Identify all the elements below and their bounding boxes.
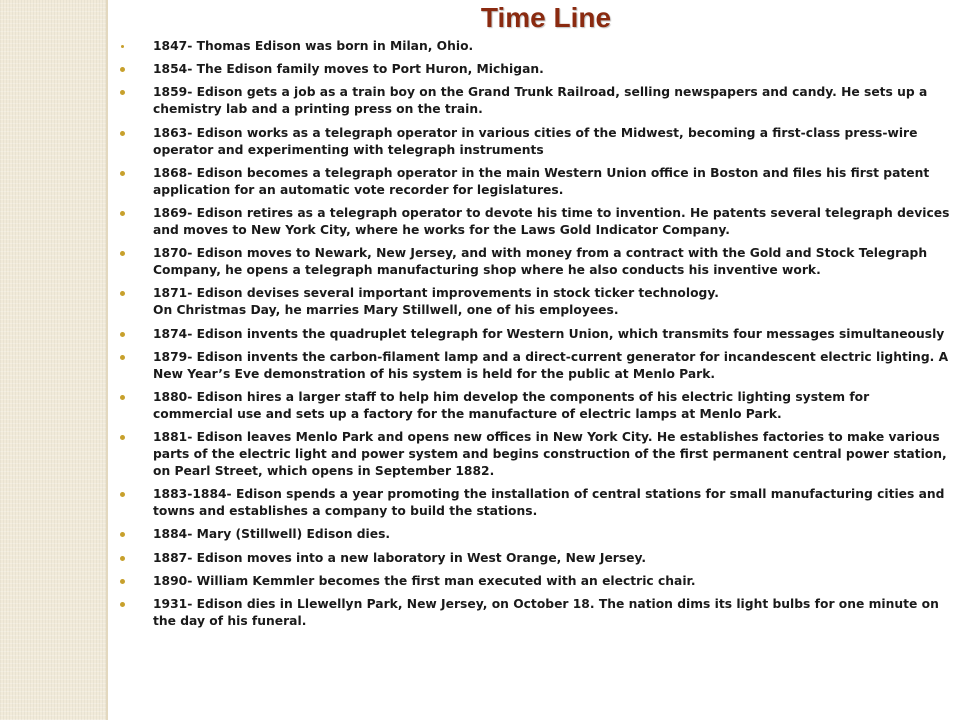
bullet-icon	[120, 395, 125, 400]
timeline-entry-1880	[120, 389, 950, 423]
bullet-icon	[120, 602, 125, 607]
timeline-entry-1868	[120, 165, 950, 199]
timeline-entry-1870	[120, 245, 950, 279]
bullet-icon	[120, 67, 125, 72]
bullet-icon	[120, 291, 125, 296]
bullet-icon	[120, 171, 125, 176]
entry-text: 1890- William Kemmler becomes the first man executed with an electric chair.	[153, 573, 696, 588]
entry-text: 1859- Edison gets a job as a train boy on the Grand Trunk Railroad, selling newspapers and candy. He sets up a chemistry lab and a printing press on the train.	[153, 85, 928, 117]
entry-text: 1881- Edison leaves Menlo Park and opens new offices in New York City. He establishes factories to make various parts of the electric light and power system and begins construction of the first permanent central power station, on Pearl Street, which opens in September 1882.	[153, 430, 947, 479]
slide-title: Time Line	[480, 2, 612, 33]
timeline-entry-1847	[120, 38, 950, 55]
entry-text: 1847- Thomas Edison was born in Milan, Ohio.	[153, 39, 474, 53]
timeline-entry-1869	[120, 205, 950, 239]
entry-text: 1868- Edison becomes a telegraph operator in the main Western Union office in Boston and files his first patent application for an automatic vote recorder for legislatures.	[153, 165, 930, 197]
bullet-icon	[120, 332, 125, 337]
decorative-side-band	[0, 0, 108, 720]
entry-text: 1870- Edison moves to Newark, New Jersey, and with money from a contract with the Gold and Stock Telegraph Company, he opens a telegraph manufacturing shop where he also conducts his inventive work.	[153, 246, 928, 278]
bullet-icon	[120, 131, 125, 136]
timeline-list	[120, 38, 950, 636]
bullet-icon	[120, 556, 125, 561]
entry-text: 1863- Edison works as a telegraph operator in various cities of the Midwest, becoming a first-class press-wire operator and experimenting with telegraph instruments	[153, 125, 918, 157]
timeline-entry-1854	[120, 61, 950, 78]
entry-text: 1883-1884- Edison spends a year promoting the installation of central stations for small manufacturing cities and towns and establishes a company to build the stations.	[153, 487, 945, 519]
timeline-entry-1859	[120, 84, 950, 118]
bullet-icon	[120, 90, 125, 95]
entry-text: 1931- Edison dies in Llewellyn Park, New Jersey, on October 18. The nation dims its light bulbs for one minute on the day of his funeral.	[153, 597, 939, 628]
bullet-icon	[120, 492, 125, 497]
entry-text: 1869- Edison retires as a telegraph operator to devote his time to invention. He patents several telegraph devices and moves to New York City, where he works for the Laws Gold Indicator Company.	[153, 205, 950, 237]
bullet-icon	[120, 251, 125, 256]
entry-text: 1874- Edison invents the quadruplet telegraph for Western Union, which transmits four messages simultaneously	[153, 326, 945, 341]
bullet-icon	[120, 211, 125, 216]
entry-text: 1884- Mary (Stillwell) Edison dies.	[153, 527, 391, 542]
entry-text: 1854- The Edison family moves to Port Huron, Michigan.	[153, 62, 544, 77]
timeline-entry-1884	[120, 526, 950, 543]
bullet-icon	[120, 579, 125, 584]
bullet-icon	[120, 355, 125, 360]
entry-text: 1887- Edison moves into a new laboratory in West Orange, New Jersey.	[153, 550, 647, 565]
timeline-entry-1874	[120, 326, 950, 343]
timeline-entry-1931	[120, 596, 950, 630]
timeline-entry-1890	[120, 573, 950, 590]
entry-text: 1880- Edison hires a larger staff to help him develop the components of his electric lighting system for commercial use and sets up a factory for the manufacture of electric lamps at Menlo Park.	[153, 389, 870, 421]
entry-text: 1879- Edison invents the carbon-filament lamp and a direct-current generator for incandescent electric lighting. A New Year’s Eve demonstration of his system is held for the public at Menlo Park.	[153, 349, 949, 381]
bullet-icon	[121, 45, 124, 48]
bullet-icon	[120, 532, 125, 537]
timeline-entry-1887	[120, 550, 950, 567]
timeline-entry-1879	[120, 349, 950, 383]
timeline-entry-1881	[120, 429, 950, 480]
timeline-entry-1883-1884	[120, 486, 950, 520]
timeline-entry-1871	[120, 285, 950, 319]
entry-text: 1871- Edison devises several important improvements in stock ticker technology. On Christmas Day, he marries Mary Stillwell, one of his employees.	[153, 286, 719, 318]
timeline-entry-1863	[120, 125, 950, 159]
bullet-icon	[120, 435, 125, 440]
